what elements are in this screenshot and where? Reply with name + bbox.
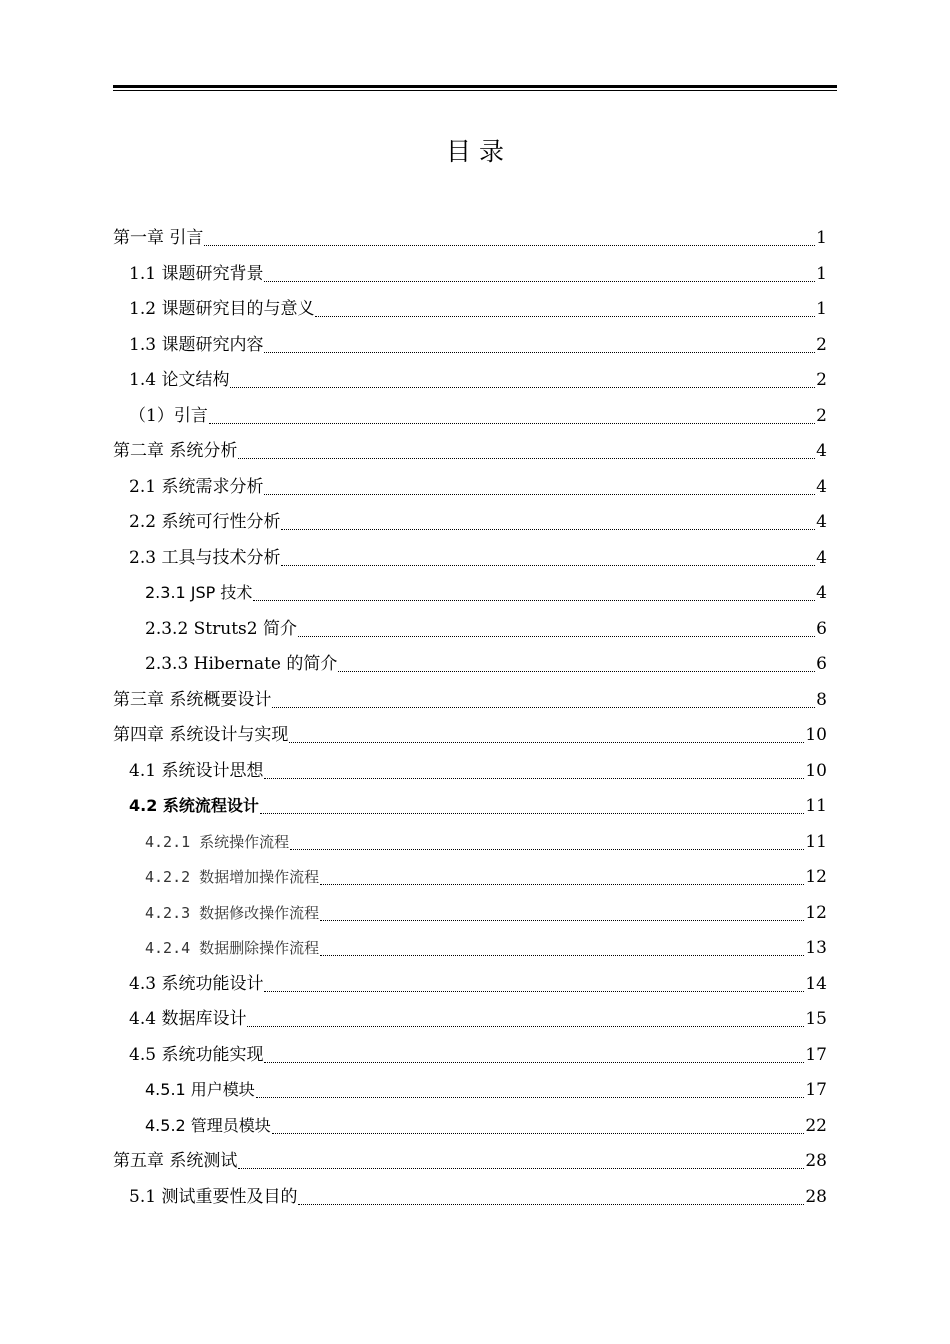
toc-entry-page: 4 bbox=[816, 476, 827, 497]
toc-entry-page: 13 bbox=[805, 938, 827, 958]
toc-leader-dots bbox=[247, 1003, 804, 1027]
toc-leader-dots bbox=[298, 1181, 804, 1205]
toc-entry-page: 11 bbox=[805, 796, 827, 816]
toc-entry-title: 4.1 系统设计思想 bbox=[129, 760, 264, 781]
toc-entry[interactable] bbox=[129, 755, 827, 791]
toc-entry-title: 5.1 测试重要性及目的 bbox=[129, 1186, 298, 1207]
toc-entry[interactable] bbox=[113, 684, 827, 720]
toc-entry-title: 4.5.2 管理员模块 bbox=[145, 1115, 271, 1135]
toc-entry-title: 4.4 数据库设计 bbox=[129, 1009, 247, 1029]
toc-entry-title: 4.5 系统功能实现 bbox=[129, 1044, 264, 1065]
toc-leader-dots bbox=[238, 1145, 804, 1169]
toc-entry-title: 1.3 课题研究内容 bbox=[129, 334, 264, 355]
toc-leader-dots bbox=[256, 1074, 805, 1098]
toc-entry-page: 14 bbox=[805, 973, 827, 994]
toc-entry-title: 2.3 工具与技术分析 bbox=[129, 547, 281, 568]
toc-entry[interactable] bbox=[129, 364, 827, 400]
toc-leader-dots bbox=[264, 471, 815, 495]
header-rule-thin bbox=[113, 90, 837, 91]
toc-entry-title: 1.2 课题研究目的与意义 bbox=[129, 299, 315, 319]
toc-entry-title: 1.1 课题研究背景 bbox=[129, 263, 264, 284]
toc-entry[interactable] bbox=[129, 1039, 827, 1075]
toc-entry[interactable] bbox=[145, 897, 827, 933]
toc-entry-page: 4 bbox=[816, 583, 827, 603]
toc-entry-title: 4.2.2 数据增加操作流程 bbox=[145, 868, 320, 886]
toc-entry-title: 2.2 系统可行性分析 bbox=[129, 512, 281, 532]
toc-leader-dots bbox=[272, 684, 815, 708]
toc-entry[interactable] bbox=[145, 861, 827, 897]
toc-entry[interactable] bbox=[129, 1181, 827, 1217]
toc-entry[interactable] bbox=[145, 932, 827, 968]
toc-leader-dots bbox=[264, 1039, 804, 1063]
toc-entry-title: 2.1 系统需求分析 bbox=[129, 476, 264, 497]
toc-entry-page: 2 bbox=[816, 334, 827, 355]
toc-entry-title: 第一章 引言 bbox=[113, 228, 204, 248]
toc-entry-title: 1.4 论文结构 bbox=[129, 370, 230, 390]
toc-entry-page: 1 bbox=[816, 299, 827, 319]
toc-leader-dots bbox=[281, 506, 815, 530]
toc-entry-page: 28 bbox=[805, 1151, 827, 1171]
toc-entry-title: 第五章 系统测试 bbox=[113, 1151, 238, 1171]
toc-entry[interactable] bbox=[113, 435, 827, 471]
toc-leader-dots bbox=[264, 329, 815, 353]
page-title: 目 录 bbox=[446, 137, 504, 166]
toc-entry-page: 22 bbox=[805, 1115, 827, 1136]
toc-entry-title: 2.3.2 Struts2 简介 bbox=[145, 618, 297, 639]
toc-entry[interactable] bbox=[129, 258, 827, 294]
toc-leader-dots bbox=[320, 861, 804, 885]
toc-entry[interactable] bbox=[145, 613, 827, 649]
toc-entry[interactable] bbox=[129, 329, 827, 365]
toc-leader-dots bbox=[281, 542, 815, 566]
toc-leader-dots bbox=[204, 222, 815, 246]
toc-entry-page: 4 bbox=[816, 547, 827, 568]
toc-entry-page: 2 bbox=[816, 405, 827, 426]
toc-entry-page: 6 bbox=[816, 618, 827, 639]
toc-entry-title: 4.3 系统功能设计 bbox=[129, 973, 264, 994]
header-rule-thick bbox=[113, 85, 837, 88]
toc-entry-page: 12 bbox=[805, 902, 827, 923]
toc-entry[interactable] bbox=[113, 719, 827, 755]
toc-leader-dots bbox=[289, 719, 804, 743]
toc-entry-page: 28 bbox=[805, 1186, 827, 1207]
toc-entry-title: 2.3.1 JSP 技术 bbox=[145, 583, 253, 602]
toc-entry-title: 4.2 系统流程设计 bbox=[129, 796, 259, 815]
toc-entry-page: 2 bbox=[816, 370, 827, 390]
toc-entry[interactable] bbox=[145, 826, 827, 862]
toc-entry-page: 8 bbox=[816, 689, 827, 710]
toc-entry-page: 1 bbox=[816, 263, 827, 284]
toc-entry-title: 4.2.3 数据修改操作流程 bbox=[145, 903, 320, 922]
toc-entry-title: 4.2.1 系统操作流程 bbox=[145, 832, 290, 851]
toc-entry-title: 2.3.3 Hibernate 的简介 bbox=[145, 654, 338, 674]
toc-entry-page: 4 bbox=[816, 512, 827, 532]
toc-entry[interactable] bbox=[145, 1074, 827, 1110]
toc-entry[interactable] bbox=[129, 1003, 827, 1039]
toc-entry[interactable] bbox=[129, 400, 827, 436]
toc-entry[interactable] bbox=[145, 1110, 827, 1146]
toc-list bbox=[113, 222, 827, 1216]
toc-entry-page: 6 bbox=[816, 654, 827, 674]
toc-entry-page: 11 bbox=[805, 831, 827, 852]
toc-leader-dots bbox=[272, 1110, 805, 1134]
toc-entry[interactable] bbox=[129, 542, 827, 578]
toc-leader-dots bbox=[230, 364, 815, 388]
toc-entry[interactable] bbox=[145, 577, 827, 613]
toc-leader-dots bbox=[209, 400, 815, 424]
toc-leader-dots bbox=[315, 293, 815, 317]
toc-entry-page: 17 bbox=[805, 1080, 827, 1100]
toc-entry-page: 10 bbox=[805, 725, 827, 745]
toc-entry-title: 第三章 系统概要设计 bbox=[113, 689, 272, 710]
toc-entry[interactable] bbox=[145, 648, 827, 684]
toc-entry[interactable] bbox=[113, 1145, 827, 1181]
toc-entry[interactable] bbox=[113, 222, 827, 258]
toc-leader-dots bbox=[264, 968, 804, 992]
toc-entry-page: 10 bbox=[805, 760, 827, 781]
toc-entry-title: 第二章 系统分析 bbox=[113, 441, 238, 461]
toc-leader-dots bbox=[290, 826, 804, 850]
toc-entry-title: 第四章 系统设计与实现 bbox=[113, 725, 289, 745]
toc-entry-page: 12 bbox=[805, 867, 827, 887]
toc-leader-dots bbox=[264, 755, 804, 779]
toc-entry-page: 17 bbox=[805, 1044, 827, 1065]
toc-leader-dots bbox=[320, 932, 804, 956]
toc-leader-dots bbox=[298, 613, 815, 637]
toc-leader-dots bbox=[264, 258, 815, 282]
toc-entry-page: 15 bbox=[805, 1009, 827, 1029]
toc-entry[interactable] bbox=[129, 506, 827, 542]
toc-leader-dots bbox=[260, 790, 804, 814]
toc-leader-dots bbox=[253, 577, 815, 601]
toc-entry-page: 1 bbox=[816, 228, 827, 248]
toc-entry[interactable] bbox=[129, 790, 827, 826]
toc-entry-title: （1）引言 bbox=[129, 405, 208, 426]
toc-leader-dots bbox=[238, 435, 815, 459]
toc-entry[interactable] bbox=[129, 293, 827, 329]
toc-entry-page: 4 bbox=[816, 441, 827, 461]
toc-entry-title: 4.5.1 用户模块 bbox=[145, 1080, 255, 1099]
toc-leader-dots bbox=[320, 897, 804, 921]
toc-entry-title: 4.2.4 数据删除操作流程 bbox=[145, 939, 320, 957]
toc-entry[interactable] bbox=[129, 471, 827, 507]
toc-entry[interactable] bbox=[129, 968, 827, 1004]
toc-leader-dots bbox=[338, 648, 815, 672]
